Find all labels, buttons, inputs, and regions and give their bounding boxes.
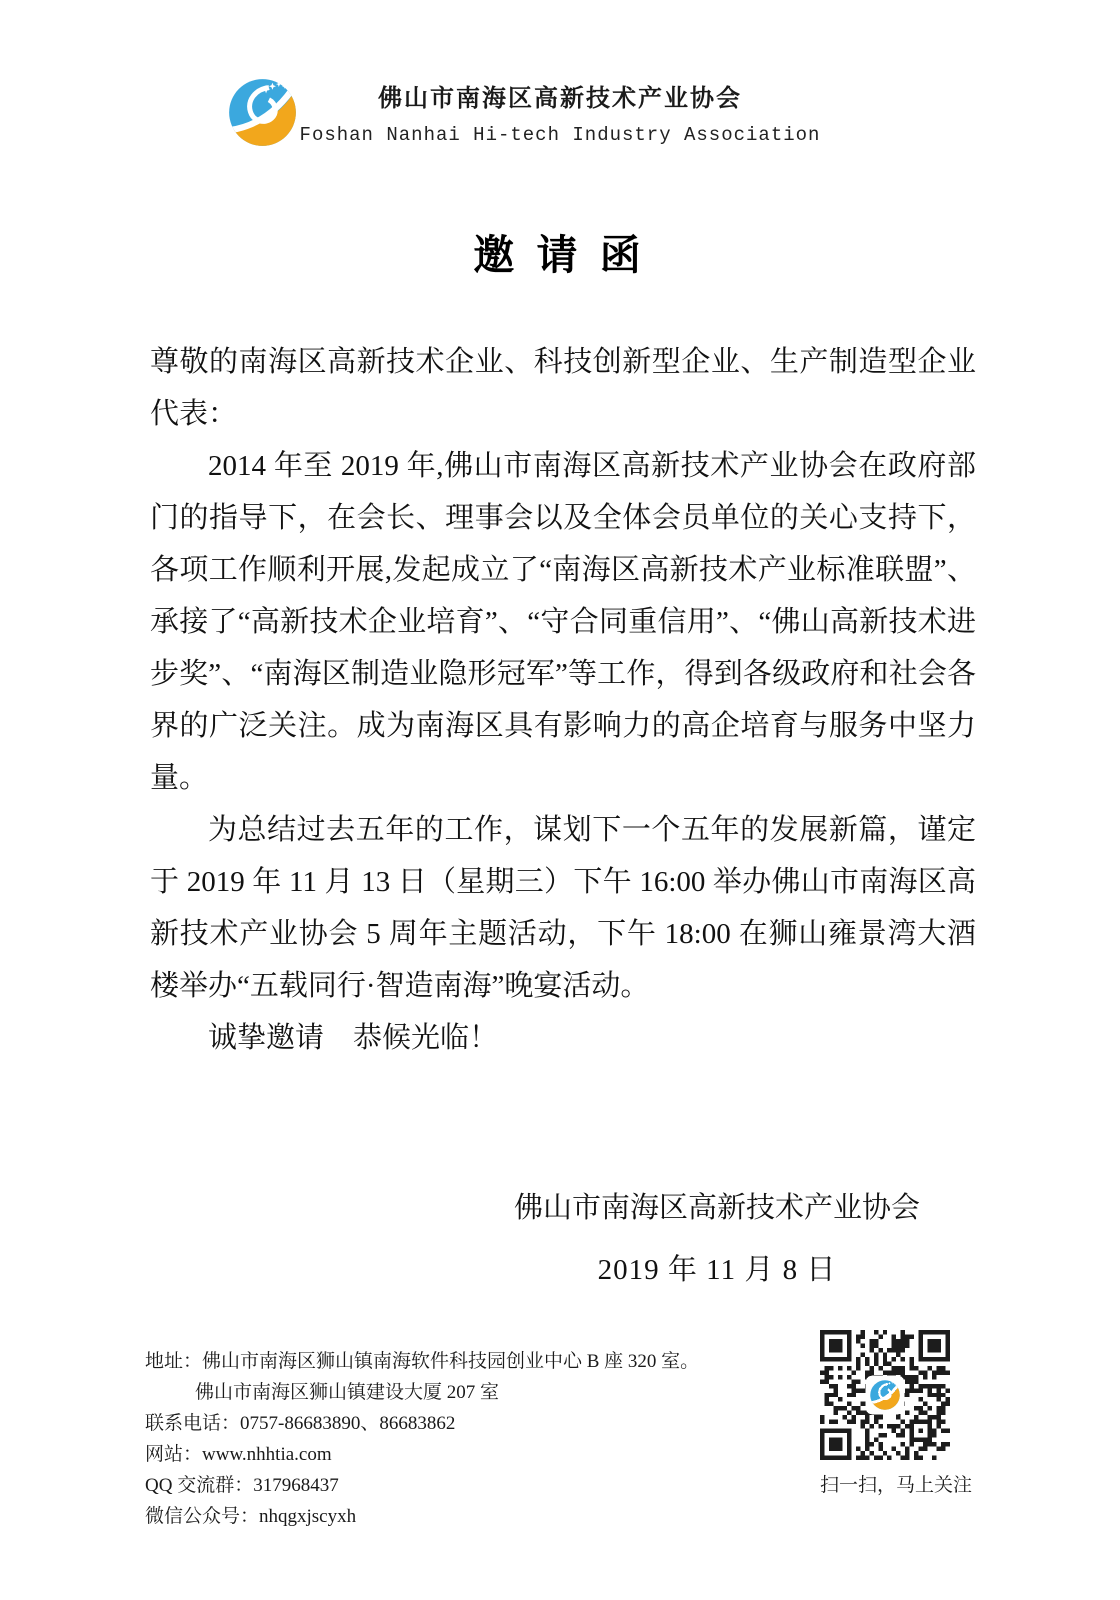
paragraph-event-details: 为总结过去五年的工作，谋划下一个五年的发展新篇，谨定于 2019 年 11 月 13 日（星期三）下午 16:00 举办佛山市南海区高新技术产业协会 5 周年主题活动，下午 18:00 在狮山雍景湾大酒楼举办“五载同行·智造南海”晚宴活动。 bbox=[150, 814, 976, 1002]
signature-date: 2019 年 11 月 8 日 bbox=[597, 1254, 837, 1286]
letterhead bbox=[0, 84, 1120, 148]
letter-body bbox=[150, 336, 976, 1064]
contact-phone: 联系电话：0757-86683890、86683862 bbox=[145, 1413, 456, 1434]
contact-wechat-account: 微信公众号：nhqgxjscyxh bbox=[145, 1506, 357, 1527]
signature-block bbox=[514, 1186, 920, 1292]
qr-caption: 扫一扫，马上关注 bbox=[820, 1475, 973, 1496]
org-name-chinese: 佛山市南海区高新技术产业协会 bbox=[378, 86, 742, 112]
contact-website: 网站：www.nhhtia.com bbox=[145, 1444, 332, 1465]
salutation: 尊敬的南海区高新技术企业、科技创新型企业、生产制造型企业代表： bbox=[150, 346, 976, 430]
contact-info bbox=[145, 1346, 785, 1532]
paragraph-closing: 诚挚邀请 恭候光临！ bbox=[208, 1022, 499, 1054]
contact-qq-group: QQ 交流群：317968437 bbox=[145, 1475, 339, 1496]
letter-title: 邀 请 函 bbox=[473, 232, 647, 278]
paragraph-history: 2014 年至 2019 年,佛山市南海区高新技术产业协会在政府部门的指导下，在会长、理事会以及全体会员单位的关心支持下，各项工作顺利开展,发起成立了“南海区高新技术产业标准联盟”、承接了“高新技术企业培育”、“守合同重信用”、“佛山高新技术进步奖”、“南海区制造业隐形冠军”等工作，得到各级政府和社会各界的广泛关注。成为南海区具有影响力的高企培育与服务中坚力量。 bbox=[150, 450, 976, 794]
org-name-english: Foshan Nanhai Hi-tech Industry Association bbox=[299, 124, 821, 146]
contact-address-line1: 地址：佛山市南海区狮山镇南海软件科技园创业中心 B 座 320 室。 bbox=[145, 1351, 700, 1372]
wechat-qr-code bbox=[820, 1330, 950, 1460]
signature-org: 佛山市南海区高新技术产业协会 bbox=[513, 1192, 920, 1224]
qr-block bbox=[820, 1330, 973, 1497]
contact-address-line2: 佛山市南海区狮山镇建设大厦 207 室 bbox=[195, 1382, 500, 1403]
